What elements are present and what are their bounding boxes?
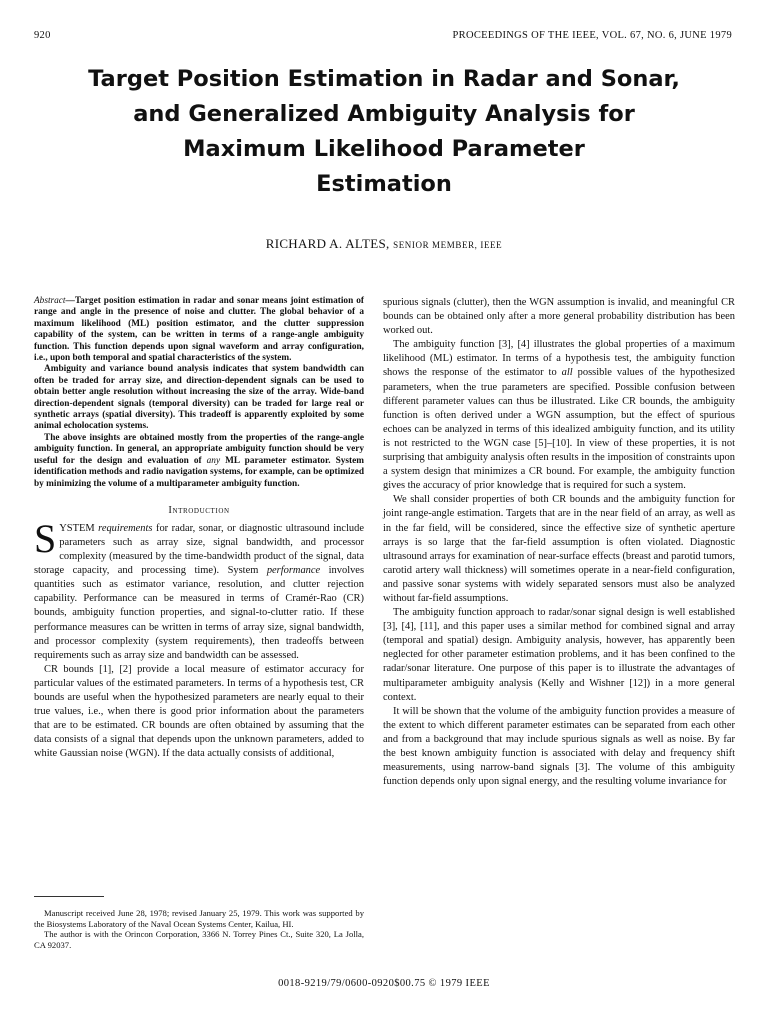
section-heading-introduction: Introduction bbox=[168, 504, 230, 516]
introduction-body bbox=[34, 515, 365, 762]
running-header bbox=[34, 30, 732, 44]
drop-cap: S bbox=[34, 515, 57, 561]
footnote-paragraph: Manuscript received June 28, 1978; revised January 25, 1979. This work was supported by the Biosystems Laboratory of the Naval Ocean Systems Center, Kailua, HI. bbox=[34, 908, 364, 929]
footnote bbox=[34, 908, 364, 950]
author-membership: SENIOR MEMBER, IEEE bbox=[393, 240, 503, 250]
right-column bbox=[383, 296, 735, 789]
page-number: 920 bbox=[34, 30, 51, 41]
paper-title bbox=[20, 62, 748, 202]
body-paragraph: It will be shown that the volume of the ambiguity function provides a measure of the extent to which different parameter estimates can be separated from each other and from a background that may include spurious signals as well as noise. By far the best known ambiguity function is associated with delay and frequency shift measurements, using narrow-band signals [3]. The volume of this ambiguity function depends only upon signal energy, and the resulting volume invariance for bbox=[383, 705, 735, 788]
abstract-paragraph: Abstract—Target position estimation in radar and sonar means joint estimation of range and angle in the presence of noise and clutter. The global behavior of a maximum likelihood (ML) position estimator, and the clutter suppression capability of the system, can be written in terms of a range-angle ambiguity function. This function depends upon signal waveform and array configuration, i.e., upon both temporal and spatial characteristics of the system. bbox=[34, 296, 364, 364]
body-paragraph: The ambiguity function [3], [4] illustrates the global properties of a maximum likelihood (ML) estimator. In terms of a hypothesis test, the ambiguity function shows the response of the estimator to all possible values of the hypothesized parameters, when the true parameters are specified. Possible confusion between different parameter values can thus be illustrated. Like CR bounds, the ambiguity function is often derived under a WGN assumption, but the effect of spurious echoes can be analyzed in terms of this idealized ambiguity function, and its utility is not restricted to the WGN case [5]–[10]. In view of these properties, it is not surprising that ambiguity analysis often results in the imposition of constraints upon a system design that minimizes a CR bound. For example, the ambiguity function gives the accuracy of prior knowledge that is required for such a system. bbox=[383, 339, 735, 492]
author-name: RICHARD A. ALTES, bbox=[265, 236, 390, 251]
left-column bbox=[34, 296, 364, 762]
body-paragraph: spurious signals (clutter), then the WGN assumption is invalid, and meaningful CR bounds can be obtained only after a more general probability distribution has been worked out. bbox=[383, 297, 735, 337]
body-paragraph: We shall consider properties of both CR bounds and the ambiguity function for joint range-angle estimation. Targets that are in the near field of an array, as well as in the far field, will be considered, since the effective size of synthetic aperture arrays is so large that the far-field assumption is often violated. Diagnostic ultrasound arrays for examination of near-surface effects (breast and parotid tumors, carotid artery wall thickness) will sometimes operate in a near-field configuration, and passive sonar systems with widely separated sensors must also be analyzed without far-field assumptions. bbox=[383, 494, 735, 604]
footnote-paragraph: The author is with the Orincon Corporation, 3366 N. Torrey Pines Ct., Suite 320, La Jolla, CA 92037. bbox=[34, 929, 364, 950]
body-paragraph: CR bounds [1], [2] provide a local measure of estimator accuracy for particular values of the estimated parameters. In terms of a hypothesis test, CR bounds are useful when the hypothesized parameters are nearly equal to their true values, i.e., when there is good prior information about the parameters that are to be estimated. CR bounds are often obtained by assuming that the data consists of a signal that depends upon the unknown parameters, added to white Gaussian noise (WGN). If the data actually consists of additional, bbox=[34, 663, 364, 760]
title-line: Target Position Estimation in Radar and Sonar, bbox=[88, 66, 680, 92]
abstract-paragraph: The above insights are obtained mostly from the properties of the range-angle ambiguity function. In general, an appropriate ambiguity function should be very useful for the design and evaluation of any ML parameter estimator. System identification methods and radio navigation systems, for example, can be optimized by minimizing the volume of a multiparameter ambiguity function. bbox=[34, 432, 364, 489]
journal-citation: PROCEEDINGS OF THE IEEE, VOL. 67, NO. 6, JUNE 1979 bbox=[452, 30, 732, 41]
abstract-label: Abstract bbox=[34, 296, 66, 306]
author-line bbox=[0, 236, 768, 252]
footnote-rule bbox=[34, 896, 104, 897]
abstract bbox=[34, 296, 364, 490]
body-paragraph: The ambiguity function approach to radar/sonar signal design is well established [3], [4], [11], and this paper uses a similar method for combined signal and array (temporal and spatial) design. Ambiguity analysis, however, has apparently been neglected for other parameter estimation problems, and it has been confined to the radar/sonar literature. One purpose of this paper is to illustrate the advantages of multiparameter ambiguity analysis (Kelly and Wishner [12]) in a more general context. bbox=[383, 607, 735, 703]
title-line: and Generalized Ambiguity Analysis for bbox=[133, 101, 635, 127]
abstract-paragraph: Ambiguity and variance bound analysis indicates that system bandwidth can often be traded for array size, and direction-dependent signals can be used to obtain better angle resolution without increasing the size of the array. Wide-band direction-dependent signals (temporal diversity) can be traded for large real or synthetic arrays (spatial diversity). This tradeoff is apparently exploited by some animal echolocation systems. bbox=[34, 364, 364, 432]
body-paragraph: SYSTEM requirements for radar, sonar, or diagnostic ultrasound include parameters such as array size, signal bandwidth, and processor complexity (measured by the time-bandwidth product of the signal, data storage capacity, and processing time). System performance involves quantities such as estimator variance, resolution, and clutter rejection capability. Performance can be measured in terms of Cramér-Rao (CR) bounds, ambiguity function properties, and signal-to-clutter ratio. If these performance measures can be written in terms of array size, signal bandwidth, and processor complexity (system requirements), then tradeoffs between requirements such as array size and bandwidth can be assessed. bbox=[34, 515, 365, 661]
title-line: Maximum Likelihood Parameter bbox=[183, 136, 585, 162]
copyright-footer: 0018-9219/79/0600-0920$00.75 © 1979 IEEE bbox=[278, 978, 490, 989]
title-line: Estimation bbox=[316, 171, 452, 197]
